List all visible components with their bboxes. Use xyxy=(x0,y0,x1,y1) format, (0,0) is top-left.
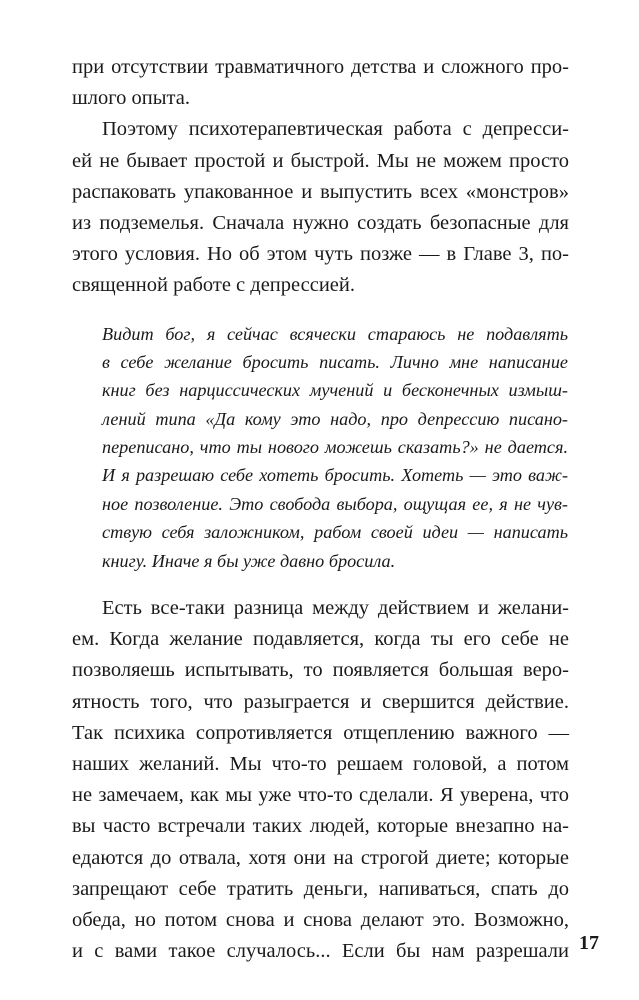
text-line: наших желаний. Мы что-то решаем головой, а потом xyxy=(72,752,569,775)
text-line: священной работе с депрессией. xyxy=(72,274,355,297)
text-line: ей не бывает простой и быстрой. Мы не можем просто xyxy=(72,149,569,172)
page-number: 17 xyxy=(579,932,599,954)
text-line: вы часто встречали таких людей, которые внезапно на- xyxy=(72,815,569,838)
text-line: этого условия. Но об этом чуть позже — в Главе 3, по- xyxy=(72,243,569,266)
paragraph-3 xyxy=(72,593,569,967)
text-line: ятность того, что разыграется и свершится действие. xyxy=(72,690,569,713)
quote-line: в себе желание бросить писать. Лично мне написание xyxy=(102,351,568,372)
text-line: ем. Когда желание подавляется, когда ты его себе не xyxy=(72,628,569,651)
text-line: Есть все-таки разница между действием и желани- xyxy=(102,597,569,620)
quote-line: ное позволение. Это свобода выбора, ощущая ее, я не чув- xyxy=(102,493,568,514)
text-line: и с вами такое случалось... Если бы нам разрешали xyxy=(72,940,569,963)
text-line: позволяешь испытывать, то появляется большая веро- xyxy=(72,659,569,682)
quote-line: И я разрешаю себе хотеть бросить. Хотеть — это важ- xyxy=(102,465,568,486)
text-line: шлого опыта. xyxy=(72,87,190,110)
text-line: при отсутствии травматичного детства и сложного про- xyxy=(72,56,569,78)
paragraph-1 xyxy=(72,52,569,114)
text-line: не замечаем, как мы уже что-то сделали. Я уверена, что xyxy=(72,784,569,807)
text-line: едаются до отвала, хотя они на строгой диете; которые xyxy=(72,846,569,869)
text-line: из подземелья. Сначала нужно создать безопасные для xyxy=(72,211,569,234)
text-line: обеда, но потом снова и снова делают это. Возможно, xyxy=(72,908,569,931)
quote-line: книг без нарциссических мучений и бесконечных измыш- xyxy=(102,380,568,401)
quote-line: переписано, что ты нового можешь сказать?» не дается. xyxy=(102,437,568,458)
text-line: Так психика сопротивляется отщеплению важного — xyxy=(72,721,569,744)
quote-line: ствую себя заложником, рабом своей идеи — написать xyxy=(102,522,568,543)
text-line: запрещают себе тратить деньги, напиваться, спать до xyxy=(72,877,569,900)
quote-line: книгу. Иначе я бы уже давно бросила. xyxy=(102,550,396,571)
paragraph-2 xyxy=(72,114,569,301)
text-line: распаковать упакованное и выпустить всех «монстров» xyxy=(72,180,569,203)
page-body xyxy=(72,52,569,967)
text-line: Поэтому психотерапевтическая работа с депресси- xyxy=(102,118,569,141)
quote-line: Видит бог, я сейчас всячески стараюсь не подавлять xyxy=(102,323,568,344)
italic-quote-block xyxy=(72,320,568,576)
quote-line: лений типа «Да кому это надо, про депрессию писано- xyxy=(102,408,568,429)
